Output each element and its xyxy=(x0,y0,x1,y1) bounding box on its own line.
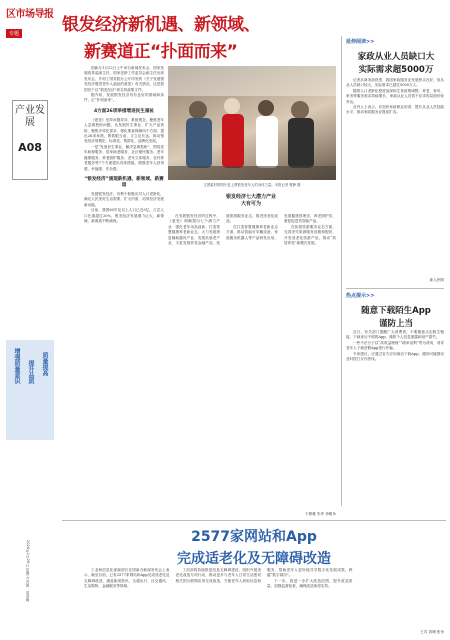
sidebar-headline-2-line-2: 谨防上当 xyxy=(378,319,413,329)
slogan-line-1: 增强质量意识 xyxy=(13,348,20,384)
sidebar-separator xyxy=(346,288,444,289)
sidebar-paragraph: 随着人口老龄化程度加深和生育政策调整，养老、育幼、家务等服务需求持续增长，家政从业人员供不应求的局面仍较突出。 xyxy=(346,88,444,104)
sidebar-headline-2-line-1: 随意下载陌生App xyxy=(361,306,431,316)
headline-line-2: 新赛道正“扑面而来” xyxy=(84,42,238,62)
lead-subhead-1: 4方面26项举措增进民生福祉 xyxy=(93,108,155,114)
lead-paragraph: 一是“发展民生事业，解决急难愁盼”，围绕老年助餐服务、居家助老服务、社区便民服务、老年健康服务、养老照护服务、老年文体服务、农村养老服务等7个方面提出具体措施，增强老年人获得感、幸福感、安全感。 xyxy=(84,144,164,171)
slogan-line-2: 提升品质 xyxy=(27,360,34,384)
section-page: A08 xyxy=(18,141,42,154)
photo xyxy=(168,66,336,180)
masthead-title: 区市场导报 xyxy=(6,9,54,20)
lead-paragraph: 发展银发经济，有利于积极应对人口老龄化，满足人民美好生活需要，扩大内需、培育经济发展新动能。 xyxy=(84,191,164,207)
sidebar-byline-1: 新人民网 xyxy=(429,278,444,282)
sidebar-paragraph: 近日，有关部门提醒广大消费者，不要随意点击陌生链接、下载来历不明的App，谨防个人信息泄露和财产损失。 xyxy=(346,330,444,340)
bottom-paragraph: 工信部将持续推进信息无障碍建设，组织开展适老化改造专项行动，推动更多与老年人日常生活密切相关的互联网应用完成改造，方便老年人获取信息和服务，帮助老年人更好地共享数字化发展成果，跨越“数字鸿沟”。 xyxy=(175,568,353,583)
lead-paragraph: 《意见》坚持问题导向、系统观念，聚焦老年人急难愁盼问题，从发展民生事业、扩大产品供给、聚焦多样化需求、强化要素保障四个方面，提出26项举措，既着眼当前，又立足长远，推动银发经济规模化、标准化、集群化、品牌化发展。 xyxy=(84,117,164,144)
lead-subhead-2: “银发经济”涌现新机遇、新领域、新赛道 xyxy=(84,176,164,188)
lead-paragraph: 据介绍，发展银发经济具有良好的基础和条件，正“扑面而来”。 xyxy=(84,93,164,103)
lead-paragraph: 目前，我国60岁及以上人口已近3亿，占总人口比重超过20%，银发经济发展潜力巨大，新领域、新赛道不断涌现。 xyxy=(84,208,164,223)
sidebar-article-1 xyxy=(346,78,444,274)
center-paragraph: 在拓展旅游服务业态方面，完善老年旅游服务设施和配套，开发适老化旅游产品，推动“旅居养老”新模式发展。 xyxy=(284,224,336,246)
bottom-rule xyxy=(62,520,446,521)
masthead xyxy=(6,5,66,37)
bottom-article xyxy=(84,568,444,630)
sidebar-headline-1-line-1: 家政从业人员缺口大 xyxy=(357,52,435,62)
bottom-headline-line-2: 完成适老化及无障碍改造 xyxy=(177,551,331,567)
vertical-date: 2024年1月26日 星期五 责编：周治澜 xyxy=(26,540,30,602)
center-byline: 于倩雅 朱华 李雅争 xyxy=(304,512,336,516)
lead-paragraph: 国新办1月22日上午举行新闻发布会，国家发展改革委副主任、国家老龄工作委员会副主任出席发布会，介绍了国务院办公厅印发的《关于发展银发经济增进老年人福祉的意见》有关情况，这是我国首个以“银发经济”命名的政策文件。 xyxy=(84,66,164,92)
sidebar-headline-2 xyxy=(346,304,446,329)
center-paragraph: 在发展银发经济的过程中，《意见》明确提出七个潜力产业：强化老年用品创新、打造智慧健康养老新业态、大力发展康复辅助器具产业、发展抗衰老产业、丰富发展养老金融产品、拓展旅游服务业态、推进适老化改造。 xyxy=(168,214,278,246)
masthead-badge: 专题 xyxy=(6,29,22,38)
section-box xyxy=(12,100,48,180)
sidebar-headline-1-line-2: 实际需求超5000万 xyxy=(358,65,434,75)
center-article-subhead: 银发经济七大潜力产业大有可为 xyxy=(226,194,277,207)
sidebar-paragraph: 专家建议，应通过官方应用商店下载App，遇到可疑情况及时拨打反诈热线。 xyxy=(346,351,444,362)
sidebar-divider xyxy=(341,36,342,506)
photo-caption: 文图素材的图片是上图银发老年人的身体力量。本报记者 曹静 摄 xyxy=(203,183,301,187)
bottom-headline xyxy=(62,526,446,568)
bottom-headline-line-1: 2577家网站和App xyxy=(191,529,317,545)
sidebar-article-2 xyxy=(346,330,444,508)
bottom-byline: 王苏 刘珊 张争 xyxy=(420,630,444,634)
sidebar-headline-1 xyxy=(346,50,446,75)
sidebar-tag-2: 热点提示>> xyxy=(346,293,375,299)
sidebar-paragraph: 记者从商务部获悉，我国家政服务业发展势头良好，但从业人员缺口较大，实际需求已超过5000万人。 xyxy=(346,78,444,88)
center-paragraph: 在打造智慧健康养老新业态方面，推动智能可穿戴设备、家庭服务机器人等产品研发应用，发展健康管理类、养老照护类、康复促进类智能产品。 xyxy=(226,214,336,240)
photo-figures xyxy=(168,66,336,180)
sidebar-tag-1: 延伸阅读>> xyxy=(346,39,375,45)
bottom-paragraph: 工业和信息化部副部长在国新办新闻发布会上表示，截至目前，已有2577家网站和App完成适老化及无障碍改造，涵盖新闻资讯、交通出行、社交通讯、生活购物、金融服务等领域。 xyxy=(84,568,170,589)
bottom-paragraph: 下一步，将进一步扩大改造范围，提升改造质量，加强监督检查，确保改造取得实效。 xyxy=(267,578,353,589)
slogan-line-3: 质量提高 xyxy=(41,352,48,376)
slogan-band xyxy=(6,340,54,440)
lead-article xyxy=(84,66,164,506)
sidebar-paragraph: 一些不法分子以“高收益理财”“刷单返利”等为诱饵，诱导老年人下载虚假App进行诈骗。 xyxy=(346,340,444,351)
headline-line-1: 银发经济新机遇、新领域、 xyxy=(62,15,260,35)
center-article xyxy=(168,214,336,510)
sidebar-paragraph: 业内人士表示，应加快家政职业培训，提升从业人员技能水平，推动家政服务业提质扩容。 xyxy=(346,105,444,115)
headline xyxy=(62,10,312,62)
section-name: 产业发展 xyxy=(15,105,45,128)
